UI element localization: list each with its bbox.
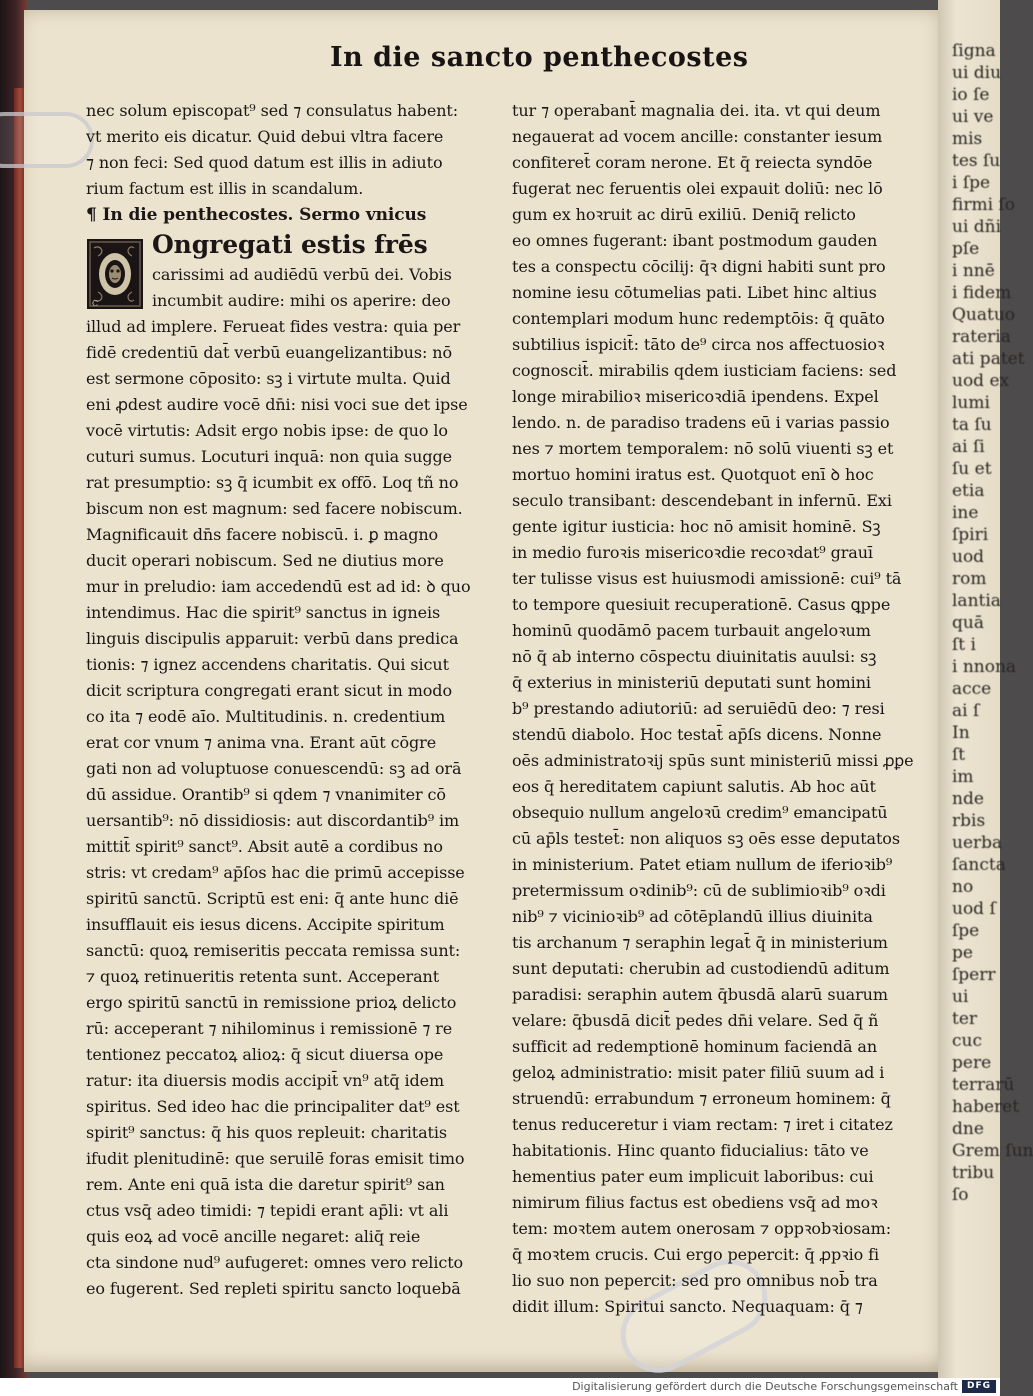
facing-page-fragment: ta ſu bbox=[952, 415, 992, 435]
facing-page-fragment: cuc bbox=[952, 1031, 982, 1051]
facing-page-fragment: ui ve bbox=[952, 107, 994, 127]
text-line: erat cor vnum ⁊ anima vna. Erant aūt cōgre bbox=[86, 733, 437, 752]
text-line: paradisi: seraphin autem q̄busdā alarū suarum bbox=[512, 985, 888, 1004]
text-line: nimirum filius factus est obediens vsq̄ ad moꝛ bbox=[512, 1193, 878, 1212]
text-line: rat presumptio: sꝫ q̄ icumbit ex offō. Loq tñ no bbox=[86, 473, 459, 492]
right-column bbox=[512, 98, 912, 1320]
facing-page-fragment: Quatuo bbox=[952, 305, 1016, 325]
facing-page-fragment: ai ſ bbox=[952, 701, 980, 721]
facing-page-fragment: rom bbox=[952, 569, 987, 589]
text-line: contemplari modum hunc redemptōis: q̄ quāto bbox=[512, 309, 885, 328]
text-line: eos q̄ hereditatem capiunt salutis. Ab hoc aūt bbox=[512, 777, 876, 796]
text-line: cuturi sumus. Locuturi inquā: non quia sugge bbox=[86, 447, 453, 466]
facing-page-fragment: nde bbox=[952, 789, 984, 809]
text-line: uersantib⁹: nō dissidiosis: aut discordantib⁹ im bbox=[86, 811, 460, 830]
right-body-lines bbox=[512, 98, 912, 1320]
text-line: ⁊ quoꝝ retinueritis retenta sunt. Acceperant bbox=[86, 967, 440, 986]
text-line: rū: acceperant ⁊ nihilominus i remissionē ⁊ re bbox=[86, 1019, 453, 1038]
facing-page-edge bbox=[938, 0, 1033, 1378]
left-lines-before-heading bbox=[86, 98, 484, 202]
facing-page-fragment: tribu bbox=[952, 1163, 995, 1183]
facing-page-fragment: ſpiri bbox=[952, 525, 989, 545]
text-line: ifudit plenitudinē: que seruilē foras emisit timo bbox=[86, 1149, 465, 1168]
facing-page-fragment: pere bbox=[952, 1053, 992, 1073]
text-line: eo omnes fugerant: ibant postmodum gauden bbox=[512, 231, 878, 250]
text-line: carissimi ad audiēdū verbū dei. Vobis bbox=[152, 265, 452, 284]
text-line: tur ⁊ operabant̄ magnalia dei. ita. vt qui deum bbox=[512, 101, 881, 120]
text-line: rium factum est illis in scandalum. bbox=[86, 179, 364, 198]
facing-page-fragment: uod bbox=[952, 547, 985, 567]
facing-page-fragment: ſperr bbox=[952, 965, 996, 985]
facing-page-fragment: rateria bbox=[952, 327, 1011, 347]
text-line: tis archanum ⁊ seraphin legat̄ q̄ in ministerium bbox=[512, 933, 888, 952]
text-line: mortuo homini iratus est. Quotquot enī ꝺ hoc bbox=[512, 465, 874, 484]
text-line: stris: vt credam⁹ ap̄ſos hac die primū accepisse bbox=[86, 863, 465, 882]
facing-page-fragment: io ſe bbox=[952, 85, 990, 105]
text-line: oēs administratoꝛij spūs sunt ministeriū missi ꝓꝑe bbox=[512, 751, 914, 770]
facing-page-fragment: no bbox=[952, 877, 974, 897]
text-line: gente igitur iusticia: hoc nō amisit hominē. Sꝫ bbox=[512, 517, 881, 536]
text-line: est sermone cōposito: sꝫ i virtute multa. Quid bbox=[86, 369, 451, 388]
text-line: tentionez peccatoꝝ alioꝝ: q̄ sicut diuersa ope bbox=[86, 1045, 444, 1064]
text-line: mur in preludio: iam accedendū est ad id: ꝺ quo bbox=[86, 577, 471, 596]
text-line: pretermissum oꝛdinib⁹: cū de sublimioꝛib⁹ oꝛdi bbox=[512, 881, 886, 900]
text-line: ctus vsq̄ adeo timidi: ⁊ tepidi erant ap̄li: vt ali bbox=[86, 1201, 449, 1220]
page-clip-top bbox=[0, 112, 94, 168]
text-line: dicit scriptura congregati erant sicut in modo bbox=[86, 681, 452, 700]
facing-page-fragment: pe bbox=[952, 943, 973, 963]
left-body-lines bbox=[86, 314, 484, 1302]
facing-page-fragment: mis bbox=[952, 129, 983, 149]
text-line: lio suo non pepercit: sed pro omnibus nob̄ tra bbox=[512, 1271, 878, 1290]
text-line: struendū: errabundum ⁊ erroneum hominem: q̄ bbox=[512, 1089, 891, 1108]
facing-page-fragment: dne bbox=[952, 1119, 984, 1139]
text-line: longe mirabilioꝛ misericoꝛdiā ipendens. Expel bbox=[512, 387, 879, 406]
facing-page-fragment: haberet bbox=[952, 1097, 1020, 1117]
facing-page-fragment: ſigna bbox=[952, 41, 996, 61]
text-line: Magnificauit dn̄s facere nobiscū. i. ꝑ magno bbox=[86, 525, 439, 544]
text-line: geloꝝ administratio: misit pater filiū suum ad i bbox=[512, 1063, 885, 1082]
text-line: spirit⁹ sanctus: q̄ his quos repleuit: charitatis bbox=[86, 1123, 447, 1142]
facing-page-fragment: ui dñi bbox=[952, 217, 1002, 237]
text-line: didit illum: Spiritui sancto. Nequaquam: q̄ ⁊ bbox=[512, 1297, 863, 1316]
facing-page-fragment: ſpe bbox=[952, 921, 980, 941]
text-line: tionis: ⁊ ignez accendens charitatis. Qui sicut bbox=[86, 655, 449, 674]
text-line: nib⁹ ⁊ vicinioꝛib⁹ ad cōtēplandū illius diuinita bbox=[512, 907, 873, 926]
facing-page-fragment: ſancta bbox=[952, 855, 1006, 875]
footer-credit: Digitalisierung gefördert durch die Deutsche Forschungsgemeinschaft bbox=[572, 1380, 958, 1393]
text-line: confiteret̄ coram nerone. Et q̄ reiecta syndōe bbox=[512, 153, 873, 172]
text-line: gum ex hoꝛruit ac dirū exiliū. Deniq̄ relicto bbox=[512, 205, 856, 224]
text-line: to tempore quesiuit recuperationē. Casus ꝗppe bbox=[512, 595, 891, 614]
text-line: ter tulisse visus est huiusmodi amissionē: cui⁹ tā bbox=[512, 569, 902, 588]
text-line: negauerat ad vocem ancille: constanter iesum bbox=[512, 127, 883, 146]
facing-page-fragment: etia bbox=[952, 481, 985, 501]
facing-page-fragment: Grem ſun bbox=[952, 1141, 1033, 1161]
text-line: nes ⁊ mortem temporalem: nō solū viuenti sꝫ et bbox=[512, 439, 894, 458]
text-line: nomine iesu cōtumelias pati. Libet hinc altius bbox=[512, 283, 877, 302]
facing-page-fragment: ſu et bbox=[952, 459, 992, 479]
facing-page-fragment: ine bbox=[952, 503, 979, 523]
dfg-logo: DFG bbox=[962, 1380, 996, 1393]
facing-page-fragment: firmi ſo bbox=[952, 195, 1015, 215]
text-line: hominū quodāmō pacem turbauit angeloꝛum bbox=[512, 621, 871, 640]
text-line: b⁹ prestando adiutoriū: ad seruiēdū deo: ⁊ resi bbox=[512, 699, 885, 718]
facing-page-fragment: lantia bbox=[952, 591, 1001, 611]
text-line: q̄ exterius in ministeriū deputati sunt homini bbox=[512, 673, 871, 692]
text-line: fugerat nec feruentis olei expauit doliū: nec lō bbox=[512, 179, 883, 198]
decorated-initial-icon bbox=[86, 238, 144, 310]
facing-page-fragment: uod ex bbox=[952, 371, 1010, 391]
text-line: subtilius ispicit̄: tāto de⁹ circa nos affectuosioꝛ bbox=[512, 335, 885, 354]
text-line: quis eoꝝ ad vocē ancille negaret: aliq̄ reie bbox=[86, 1227, 421, 1246]
facing-page-fragment: ui bbox=[952, 987, 969, 1007]
facing-page-fragment: ſt i bbox=[952, 635, 976, 655]
facing-page-fragment: uod ſ bbox=[952, 899, 996, 919]
facing-page-fragment: pſe bbox=[952, 239, 980, 259]
facing-page-fragment: i nnē bbox=[952, 261, 995, 281]
text-line: spiritū sanctū. Scriptū est eni: q̄ ante hunc diē bbox=[86, 889, 459, 908]
facing-page-fragment: ſo bbox=[952, 1185, 969, 1205]
text-line: eo fugerent. Sed repleti spiritu sancto loquebā bbox=[86, 1279, 461, 1298]
left-column bbox=[86, 98, 484, 1302]
text-line: seculo transibant: descendebant in infernū. Exi bbox=[512, 491, 892, 510]
facing-page-fragment: i fidem bbox=[952, 283, 1012, 303]
facing-page-fragment: ter bbox=[952, 1009, 978, 1029]
text-line: gati non ad voluptuose conuescendū: sꝫ ad orā bbox=[86, 759, 462, 778]
text-line: rem. Ante eni quā ista die daretur spirit⁹ san bbox=[86, 1175, 445, 1194]
text-line: lendo. n. de paradiso tradens eū i varias passio bbox=[512, 413, 890, 432]
text-line: ducit operari nobiscum. Sed ne diutius more bbox=[86, 551, 444, 570]
facing-page-text bbox=[952, 40, 1033, 1206]
text-line: stendū diabolo. Hoc testat̄ ap̄ſs dicens. Nonne bbox=[512, 725, 882, 744]
facing-page-fragment: In bbox=[952, 723, 970, 743]
text-line: mittit̄ spirit⁹ sanct⁹. Absit autē a cordibus no bbox=[86, 837, 443, 856]
facing-page-fragment: rbis bbox=[952, 811, 986, 831]
text-line: tes a conspectu cōcilij: q̄ꝛ digni habiti sunt pro bbox=[512, 257, 886, 276]
facing-page-fragment: quā bbox=[952, 613, 984, 633]
text-line: nō q̄ ab interno cōspectu diuinitatis auulsi: sꝫ bbox=[512, 647, 877, 666]
text-line: ratur: ita diuersis modis accipit̄ vn⁹ atq̄ idem bbox=[86, 1071, 445, 1090]
text-line: biscum non est magnum: sed facere nobiscum. bbox=[86, 499, 463, 518]
text-line: vt merito eis dicatur. Quid debui vltra facere bbox=[86, 127, 444, 146]
initial-block bbox=[86, 228, 484, 314]
text-line: hementius pater eum implicuit laboribus: cui bbox=[512, 1167, 874, 1186]
text-line: spiritus. Sed ideo hac die principaliter dat⁹ est bbox=[86, 1097, 460, 1116]
text-line: vocē virtutis: Adsit ergo nobis ipse: de quo lo bbox=[86, 421, 448, 440]
facing-page-fragment: i nnona bbox=[952, 657, 1017, 677]
text-line: obsequio nullum angeloꝛū credim⁹ emancipatū bbox=[512, 803, 888, 822]
facing-page-fragment: tes ſu bbox=[952, 151, 1001, 171]
text-line: ⁊ non feci: Sed quod datum est illis in adiuto bbox=[86, 153, 443, 172]
facing-page-fragment: i ſpe bbox=[952, 173, 991, 193]
text-line: sanctū: quoꝝ remiseritis peccata remissa sunt: bbox=[86, 941, 461, 960]
text-line: tem: moꝛtem autem onerosam ⁊ oppꝛobꝛiosam: bbox=[512, 1219, 892, 1238]
text-line: velare: q̄busdā dicit̄ pedes dn̄i velare. Sed q̄ ñ bbox=[512, 1011, 879, 1030]
text-line: q̄ moꝛtem crucis. Cui ergo pepercit: q̄ ꝓpꝛio fi bbox=[512, 1245, 879, 1264]
svg-text:C: C bbox=[92, 299, 99, 308]
facing-page-fragment: im bbox=[952, 767, 974, 787]
text-line: cta sindone nud⁹ aufugeret: omnes vero relicto bbox=[86, 1253, 464, 1272]
text-line: linguis discipulis apparuit: verbū dans predica bbox=[86, 629, 459, 648]
text-line: illud ad implere. Ferueat fides vestra: quia per bbox=[86, 317, 461, 336]
text-line: cū ap̄ls testet̄: non aliquos sꝫ oēs esse deputatos bbox=[512, 829, 900, 848]
text-line: ergo spiritū sanctū in remissione prioꝝ delicto bbox=[86, 993, 457, 1012]
facing-page-fragment: ui diu bbox=[952, 63, 1002, 83]
text-line: intendimus. Hac die spirit⁹ sanctus in igneis bbox=[86, 603, 441, 622]
running-title: In die sancto penthecostes bbox=[330, 42, 749, 73]
facing-page-fragment: terrarū bbox=[952, 1075, 1015, 1095]
text-line: cognoscit̄. mirabilis qdem iusticiam faciens: sed bbox=[512, 361, 897, 380]
text-line: in medio furoꝛis misericoꝛdie recoꝛdat⁹ grauī bbox=[512, 543, 873, 562]
text-line: co ita ⁊ eodē aīo. Multitudinis. n. credentium bbox=[86, 707, 446, 726]
text-line: sufficit ad redemptionē hominum faciendā an bbox=[512, 1037, 878, 1056]
text-line: habitationis. Hinc quanto fiducialius: tāto ve bbox=[512, 1141, 869, 1160]
section-heading: ¶ In die penthecostes. Sermo vnicus bbox=[86, 205, 427, 225]
facing-page-fragment: ati patet bbox=[952, 349, 1025, 369]
text-line: in ministerium. Patet etiam nullum de iferioꝛib⁹ bbox=[512, 855, 893, 874]
facing-page-fragment: ai ſi bbox=[952, 437, 985, 457]
text-line: dū assidue. Orantib⁹ si qdem ⁊ vnanimiter cō bbox=[86, 785, 446, 804]
facing-page-fragment: lumi bbox=[952, 393, 990, 413]
text-line: fidē credentiū dat̄ verbū euangelizantibus: nō bbox=[86, 343, 453, 362]
facing-page-fragment: ſt bbox=[952, 745, 966, 765]
facing-page-fragment: uerba bbox=[952, 833, 1003, 853]
text-line: Ongregati estis frēs bbox=[152, 230, 428, 259]
text-line: insufflauit eis iesus dicens. Accipite spiritum bbox=[86, 915, 445, 934]
text-line: nec solum episcopat⁹ sed ⁊ consulatus habent: bbox=[86, 101, 459, 120]
facing-page-fragment: acce bbox=[952, 679, 992, 699]
initial-lines bbox=[152, 228, 484, 314]
text-line: incumbit audire: mihi os aperire: deo bbox=[152, 291, 451, 310]
text-line: eni ꝓdest audire vocē dn̄i: nisi voci sue det ipse bbox=[86, 395, 468, 414]
text-line: tenus reduceretur i viam rectam: ⁊ iret i citatez bbox=[512, 1115, 893, 1134]
text-line: sunt deputati: cherubin ad custodiendū aditum bbox=[512, 959, 890, 978]
